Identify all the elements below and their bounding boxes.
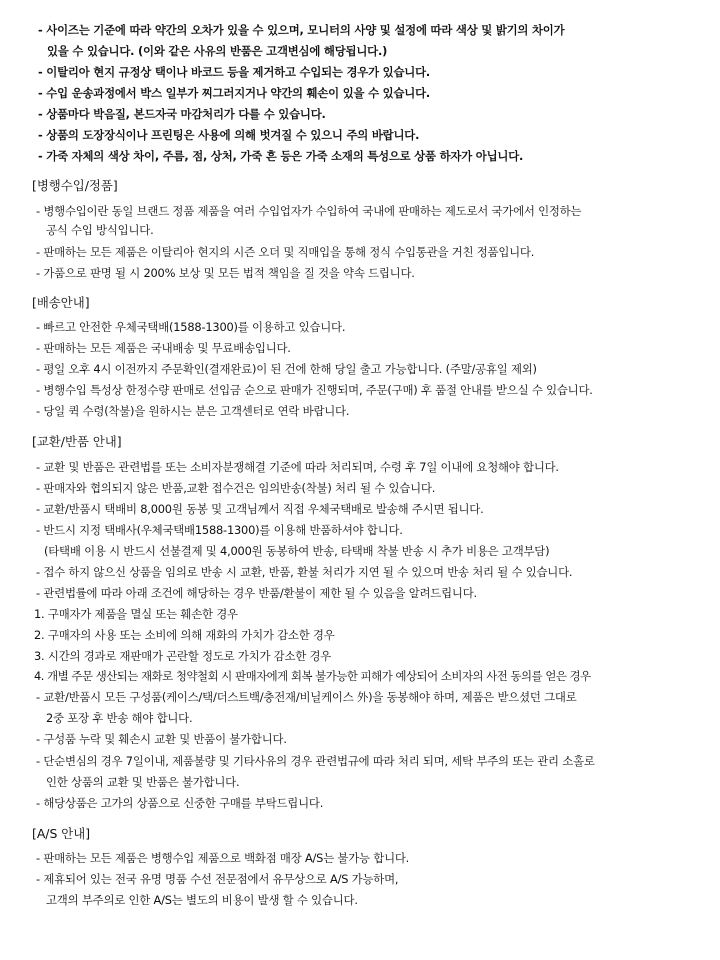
section-heading-parallel-import: [병행수입/정품] (32, 178, 118, 193)
intro-line: - 사이즈는 기준에 따라 약간의 오차가 있을 수 있으며, 모니터의 사양 및 설정에 따라 색상 및 밝기의 차이가 (38, 23, 565, 37)
exchange-line: 2. 구매자의 사용 또는 소비에 의해 재화의 가치가 감소한 경우 (34, 628, 335, 642)
exchange-line: - 접수 하지 않으신 상품을 임의로 반송 시 교환, 반품, 환불 처리가 지연 될 수 있으며 반송 처리 될 수 있습니다. (36, 565, 573, 579)
parallel-line: - 병행수입이란 동일 브랜드 정품 제품을 여러 수입업자가 수입하여 국내에 판매하는 제도로서 국가에서 인정하는 (36, 204, 582, 218)
exchange-line: (타택배 이용 시 반드시 선불결제 및 4,000원 동봉하여 반송, 타택배 착불 반송 시 추가 비용은 고객부담) (44, 544, 550, 558)
exchange-line: - 단순변심의 경우 7일이내, 제품불량 및 기타사유의 경우 관련법규에 따라 처리 되며, 세탁 부주의 또는 관리 소홀로 (36, 754, 595, 768)
section-heading-shipping: [배송안내] (32, 295, 90, 310)
intro-line: 있을 수 있습니다. (이와 같은 사유의 반품은 고객변심에 해당됩니다.) (47, 44, 388, 58)
exchange-line: - 반드시 지정 택배사(우체국택배1588-1300)를 이용해 반품하셔야 합니다. (36, 523, 403, 537)
exchange-line: - 구성품 누락 및 훼손시 교환 및 반품이 불가합니다. (36, 732, 287, 746)
exchange-line: - 판매자와 협의되지 않은 반품,교환 접수건은 임의반송(착불) 처리 될 수 있습니다. (36, 481, 436, 495)
parallel-line: - 가품으로 판명 될 시 200% 보상 및 모든 법적 책임을 질 것을 약속 드립니다. (36, 266, 415, 280)
exchange-line: 인한 상품의 교환 및 반품은 불가합니다. (46, 775, 240, 789)
exchange-line: 3. 시간의 경과로 재판매가 곤란할 정도로 가치가 감소한 경우 (34, 649, 332, 663)
shipping-line: - 판매하는 모든 제품은 국내배송 및 무료배송입니다. (36, 341, 291, 355)
as-line: 고객의 부주의로 인한 A/S는 별도의 비용이 발생 할 수 있습니다. (46, 893, 358, 907)
exchange-line: 1. 구매자가 제품을 멸실 또는 훼손한 경우 (34, 607, 238, 621)
as-line: - 제휴되어 있는 전국 유명 명품 수선 전문점에서 유무상으로 A/S 가능하며, (36, 872, 399, 886)
exchange-line: - 교환/반품시 택배비 8,000원 동봉 및 고객님께서 직접 우체국택배로 발송해 주시면 됩니다. (36, 502, 484, 516)
exchange-line: - 교환 및 반품은 관련법를 또는 소비자분쟁해결 기준에 따라 처리되며, 수령 후 7일 이내에 요청해야 합니다. (36, 460, 559, 474)
as-line: - 판매하는 모든 제품은 병행수입 제품으로 백화점 매장 A/S는 불가능 합니다. (36, 851, 410, 865)
parallel-line: - 판매하는 모든 제품은 이탈리아 현지의 시즌 오더 및 직매입을 통해 정식 수입통관을 거친 정품입니다. (36, 245, 535, 259)
exchange-line: 2중 포장 후 반송 해야 합니다. (46, 711, 193, 725)
shipping-line: - 빠르고 안전한 우체국택배(1588-1300)를 이용하고 있습니다. (36, 320, 346, 334)
intro-line: - 가죽 자체의 색상 차이, 주름, 점, 상처, 가죽 흔 등은 가죽 소재의 특성으로 상품 하자가 아닙니다. (38, 149, 524, 163)
section-heading-as: [A/S 안내] (32, 826, 91, 841)
intro-line: - 상품의 도장장식이나 프린팅은 사용에 의해 벗겨질 수 있으니 주의 바랍니다. (38, 128, 420, 142)
exchange-line: - 해당상품은 고가의 상품으로 신중한 구매를 부탁드립니다. (36, 796, 324, 810)
exchange-line: - 교환/반품시 모든 구성품(케이스/택/더스트백/충전재/비닐케이스 外)을 동봉해야 하며, 제품은 받으셨던 그대로 (36, 690, 577, 704)
intro-line: - 이탈리아 현지 규정상 택이나 바코드 등을 제거하고 수입되는 경우가 있습니다. (38, 65, 431, 79)
intro-line: - 상품마다 박음질, 본드자국 마감처리가 다를 수 있습니다. (38, 107, 326, 121)
parallel-line: 공식 수입 방식입니다. (46, 223, 154, 237)
exchange-line: 4. 개별 주문 생산되는 재화로 청약철회 시 판매자에게 회복 불가능한 피해가 예상되어 소비자의 사전 동의를 얻은 경우 (34, 669, 591, 683)
intro-line: - 수입 운송과정에서 박스 일부가 찌그러지거나 약간의 훼손이 있을 수 있습니다. (38, 86, 431, 100)
shipping-line: - 평일 오후 4시 이전까지 주문확인(결재완료)이 된 건에 한해 당일 출고 가능합니다. (주말/공휴일 제외) (36, 362, 537, 376)
shipping-line: - 당일 퀵 수령(착불)을 원하시는 분은 고객센터로 연락 바랍니다. (36, 404, 350, 418)
exchange-line: - 관련법률에 따라 아래 조건에 해당하는 경우 반품/환불이 제한 될 수 있음을 알려드립니다. (36, 586, 477, 600)
section-heading-exchange-return: [교환/반품 안내] (32, 434, 122, 449)
shipping-line: - 병행수입 특성상 한정수량 판매로 선입금 순으로 판매가 진행되며, 주문(구매) 후 품절 안내를 받으실 수 있습니다. (36, 383, 593, 397)
